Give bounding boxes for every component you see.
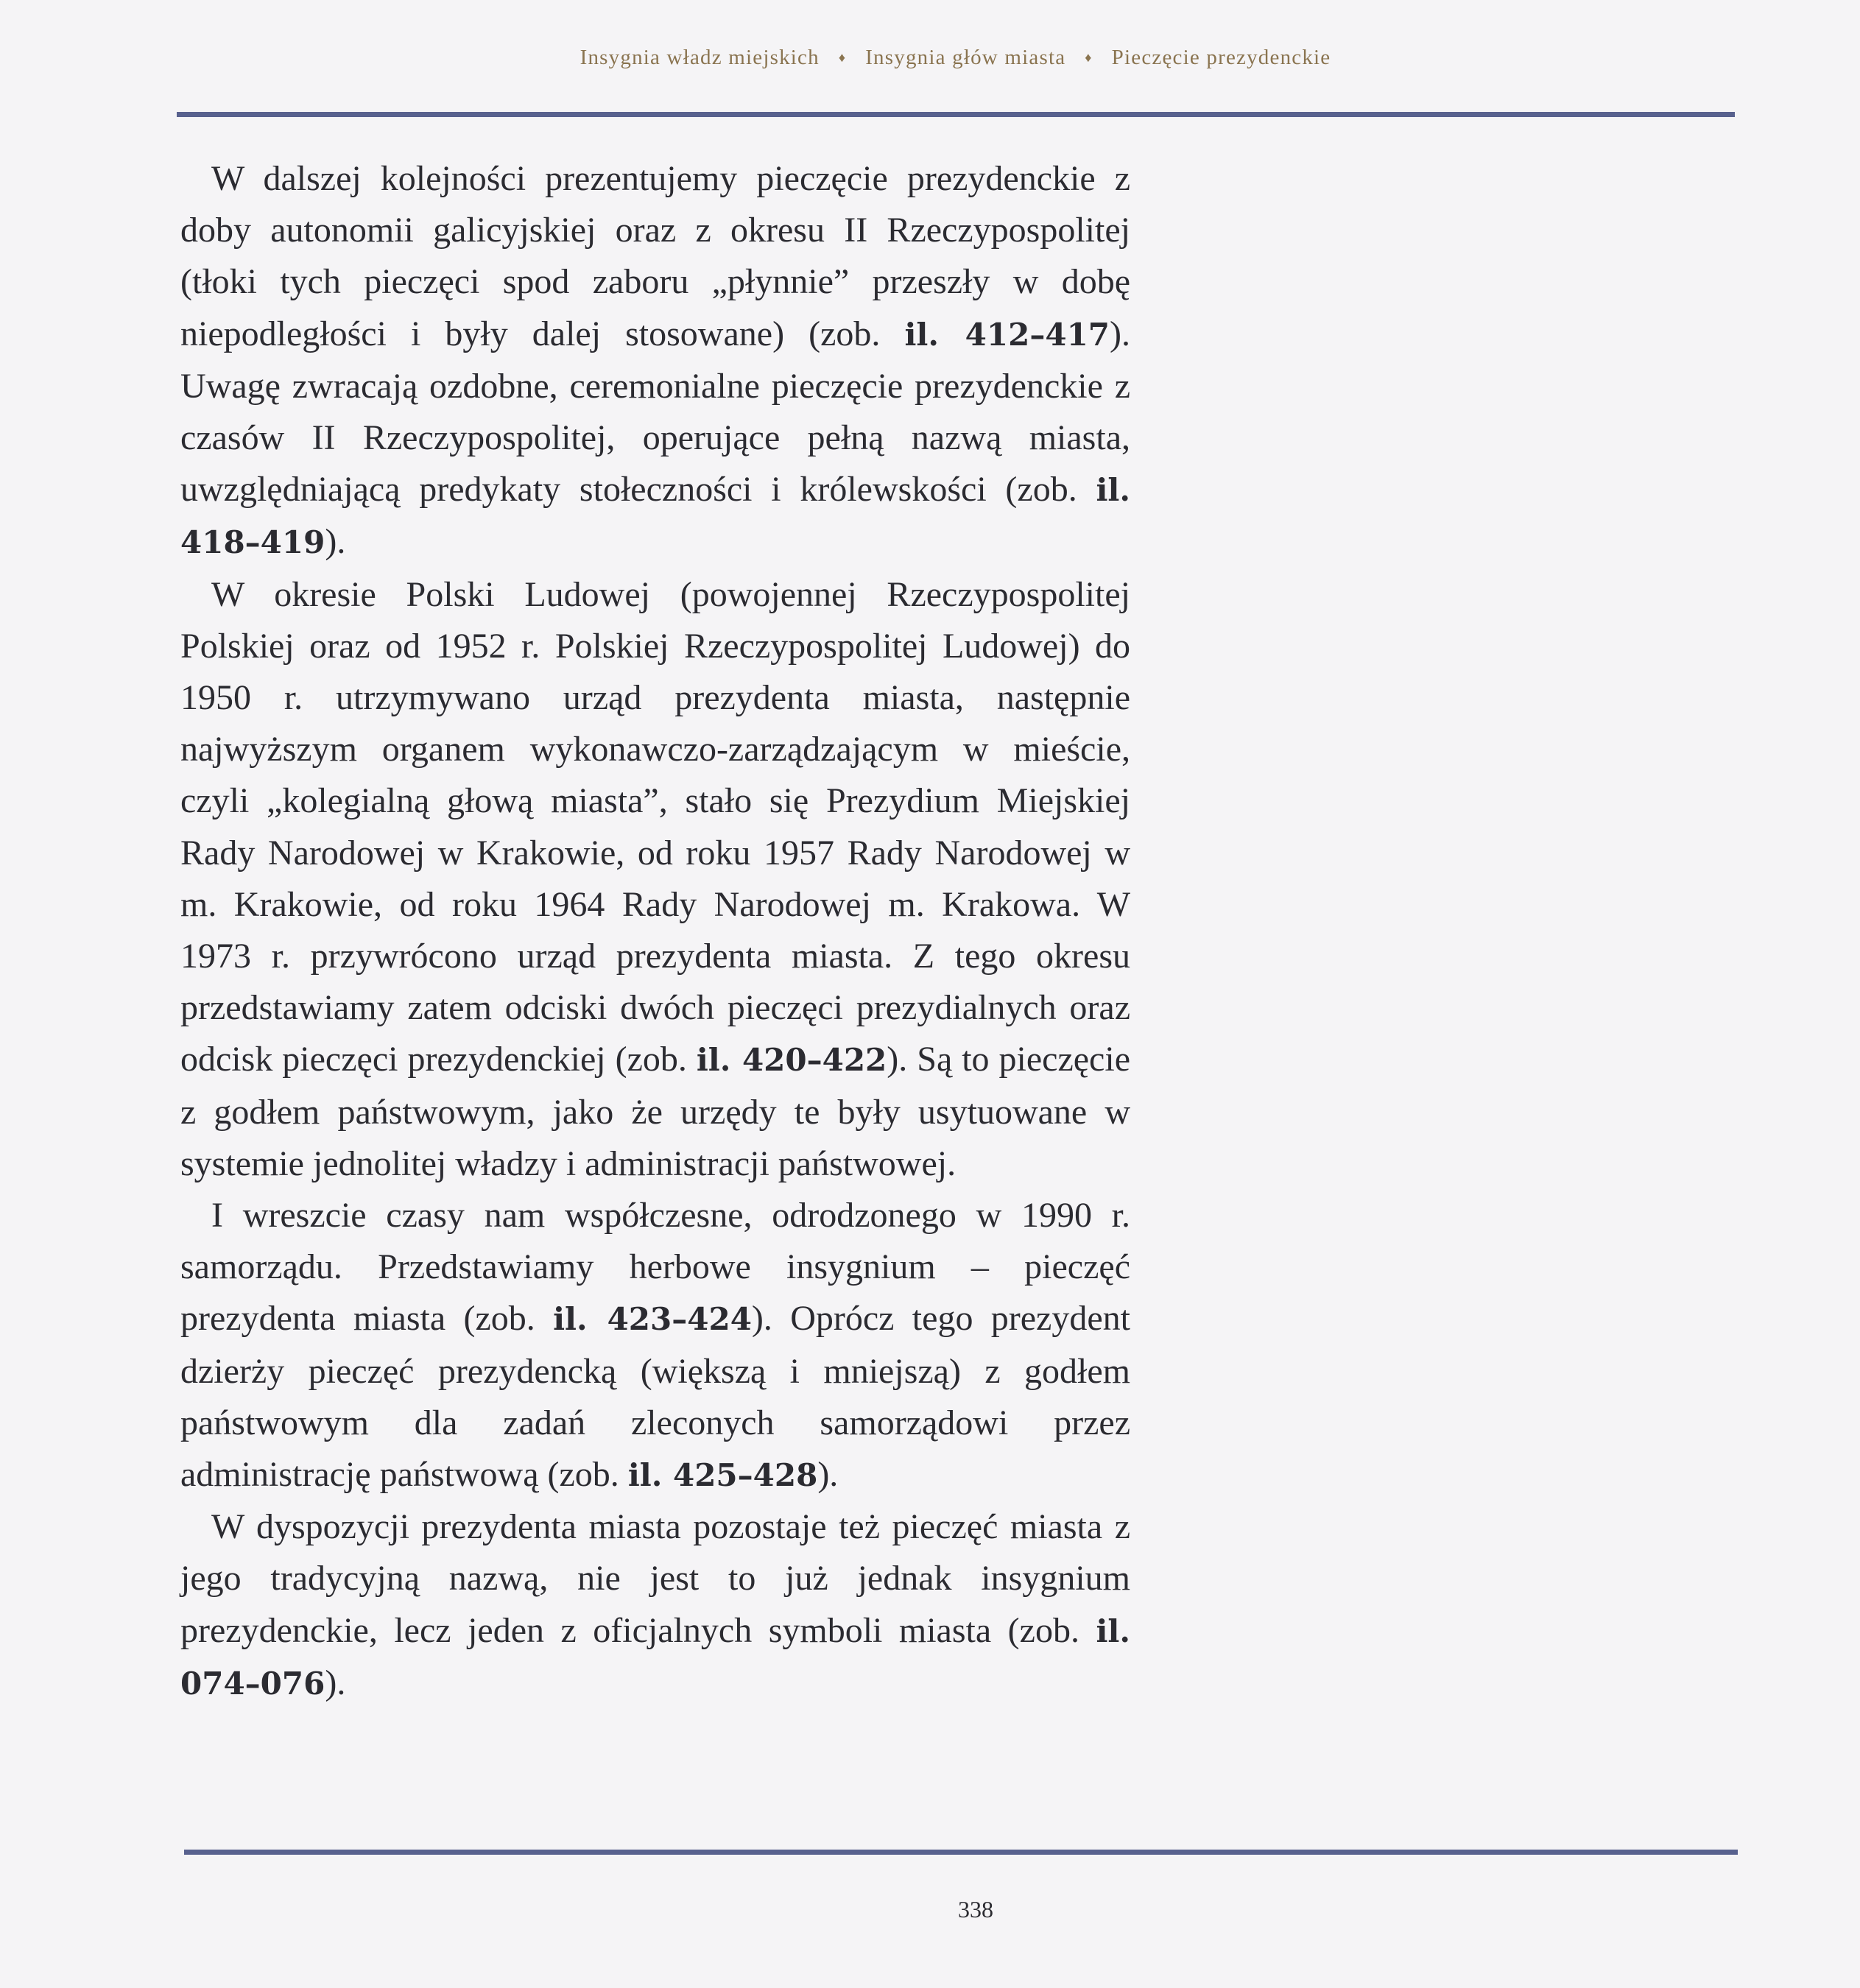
illustration-ref: il. 425–428 [627, 1457, 818, 1494]
paragraph-1-text-c: ). [325, 522, 346, 562]
header-separator-2: ♦ [1085, 50, 1093, 65]
header-crumb-3: Pieczęcie prezydenckie [1111, 46, 1331, 69]
body-text [180, 153, 1130, 1710]
header-crumb-2: Insygnia głów miasta [865, 46, 1066, 69]
header-crumb-1: Insygnia władz miejskich [580, 46, 820, 69]
paragraph-3-text-c: ). [817, 1455, 839, 1495]
paragraph-1-text-b: ). Uwagę zwracają ozdobne, ceremonialne pieczęcie prezydenckie z czasów II Rzeczypospolitej, operujące pełną nazwą miasta, uwzględniającą predykaty stołeczności i królewskości (zob. [180, 314, 1131, 510]
paragraph-1 [180, 153, 1130, 569]
paragraph-3-text-a: I wreszcie czasy nam współczesne, odrodzonego w 1990 r. samorządu. Przedstawiamy herbowe insygnium – pieczęć prezydenta miasta (zob. [180, 1196, 1130, 1339]
header-rule [177, 112, 1735, 117]
paragraph-4 [180, 1501, 1130, 1710]
paragraph-4-text-b: ). [325, 1663, 346, 1702]
paragraph-2-text-a: W okresie Polski Ludowej (powojennej Rzeczypospolitej Polskiej oraz od 1952 r. Polskiej Rzeczypospolitej Ludowej) do 1950 r. utrzymywano urząd prezydenta miasta, następnie najwyższym organem wykonawczo-zarządzającym w mieście, czyli „kolegialną głową miasta”, stało się Prezydium Miejskiej Rady Narodowej w Krakowie, od roku 1957 Rady Narodowej w m. Krakowie, od roku 1964 Rady Narodowej m. Krakowa. W 1973 r. przywrócono urząd prezydenta miasta. Z tego okresu przedstawiamy zatem odciski dwóch pieczęci prezydialnych oraz odcisk pieczęci prezydenckiej (zob. [180, 574, 1130, 1079]
illustration-ref: il. 420–422 [696, 1042, 887, 1079]
footer-rule [184, 1850, 1738, 1855]
page-number: 338 [958, 1896, 993, 1922]
paragraph-4-text-a: W dyspozycji prezydenta miasta pozostaje też pieczęć miasta z jego tradycyjną nazwą, nie jest to już jednak insygnium prezydenckie, lecz jeden z oficjalnych symboli miasta (zob. [180, 1507, 1130, 1650]
running-header [177, 46, 1734, 70]
illustration-ref: il. 412–417 [904, 316, 1110, 353]
paragraph-2 [180, 569, 1130, 1190]
header-separator-1: ♦ [838, 50, 847, 65]
paragraph-3 [180, 1190, 1130, 1501]
illustration-ref: il. 423–424 [553, 1301, 752, 1338]
paragraph-2-text-b: ). Są to pieczęcie z godłem państwowym, jako że urzędy te były usytuowane w systemie jednolitej władzy i administracji państwowej. [180, 1040, 1130, 1183]
illustration-ref: il. 074–076 [180, 1612, 1130, 1702]
paragraph-3-text-b: ). Oprócz tego prezydent dzierży pieczęć prezydencką (większą i mniejszą) z godłem państwowym dla zadań zleconych samorządowi przez administrację państwową (zob. [180, 1299, 1131, 1495]
illustration-ref: il. 418–419 [180, 472, 1130, 561]
paragraph-1-text-a: W dalszej kolejności prezentujemy pieczęcie prezydenckie z doby autonomii galicyjskiej oraz z okresu II Rzeczypospolitej (tłoki tych pieczęci spod zaboru „płynnie” przeszły w dobę niepodległości i były dalej stosowane) (zob. [180, 159, 1130, 353]
